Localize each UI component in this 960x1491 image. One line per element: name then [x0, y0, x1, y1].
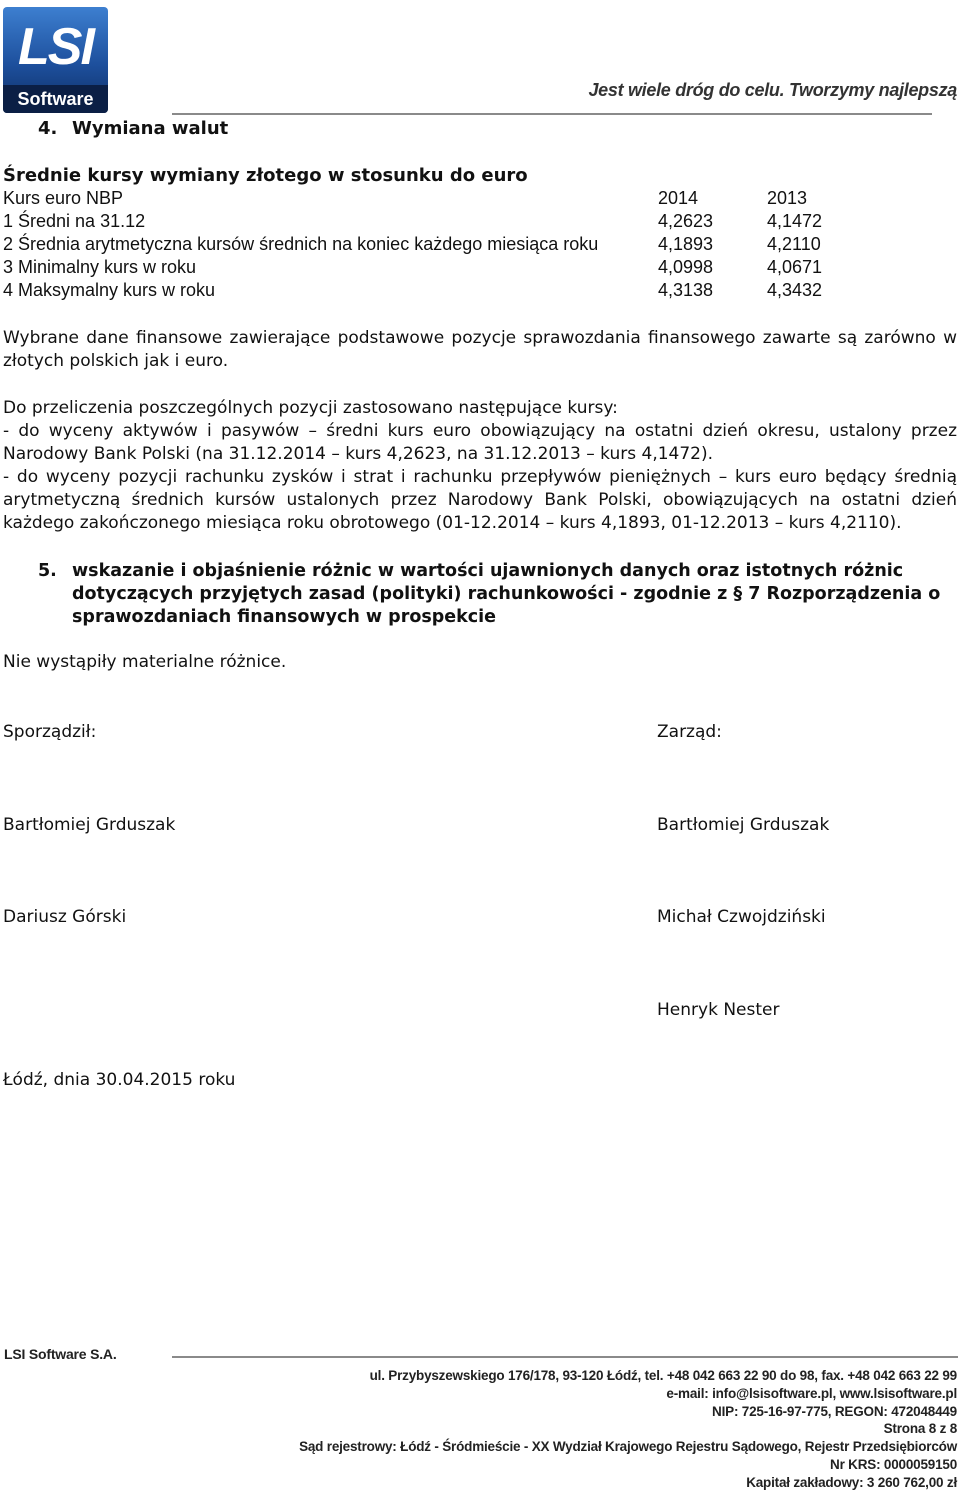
section-5-title: wskazanie i objaśnienie różnic w wartości ujawnionych danych oraz istotnych różnic dotyczących przyjętych zasad (polityki) rachunkowości - zgodnie z § 7 Rozporządzenia o sprawozdaniach finansowych w prospekcie: [72, 561, 941, 627]
financial-data-paragraph: [3, 327, 957, 373]
footer-krs: Nr KRS: 0000059150: [830, 1457, 957, 1472]
footer-divider: [172, 1356, 958, 1358]
paragraph-line: Wybrane dane finansowe zawierające podstawowe pozycje sprawozdania finansowego zawarte są zarówno w: [3, 328, 957, 348]
footer-contact: e-mail: info@lsisoftware.pl, www.lsisoftware.pl: [666, 1386, 957, 1401]
table-cell: 4,3138: [658, 280, 714, 300]
exchange-rates-subtitle: Średnie kursy wymiany złotego w stosunku do euro: [3, 165, 528, 186]
header-divider: [172, 113, 932, 115]
prepared-by-label: Sporządził:: [3, 722, 97, 742]
table-header-row: [3, 188, 953, 211]
section-4-number: 4.: [38, 118, 58, 139]
table-cell: 4,0998: [658, 257, 714, 277]
table-header-cell: 2014: [658, 188, 699, 208]
table-row: [3, 257, 953, 280]
paragraph-line: arytmetyczną średnich kursów ustalonych przez Narodowy Bank Polski, obowiązujących na ostatni dzień: [3, 490, 957, 510]
table-cell: 4,3432: [767, 280, 823, 300]
table-row: [3, 211, 953, 234]
paragraph-line: - do wyceny aktywów i pasywów – średni kurs euro obowiązujący na ostatni dzień okresu, ustalony przez: [3, 421, 957, 441]
logo-text-main: LSI: [18, 18, 93, 76]
table-cell: 4,0671: [767, 257, 823, 277]
table-row: [3, 280, 953, 303]
header-slogan: Jest wiele dróg do celu. Tworzymy najlepszą: [588, 80, 957, 100]
footer-court: Sąd rejestrowy: Łódź - Śródmieście - XX Wydział Krajowego Rejestru Sądowego, Rejestr Przedsiębiorców: [299, 1439, 957, 1454]
signatory-name: Bartłomiej Grduszak: [3, 815, 176, 835]
place-and-date: Łódź, dnia 30.04.2015 roku: [3, 1070, 236, 1090]
table-header-cell: Kurs euro NBP: [3, 188, 124, 208]
paragraph-line: każdego zakończonego miesiąca roku obrotowego (01-12.2014 – kurs 4,1893, 01-12.2013 – kurs 4,2110).: [3, 513, 902, 533]
logo-text-sub: Software: [3, 85, 108, 113]
footer-address: ul. Przybyszewskiego 176/178, 93-120 Łódź, tel. +48 042 663 22 90 do 98, fax. +48 042 663 22 99: [369, 1368, 957, 1383]
footer-company-name: LSI Software S.A.: [4, 1346, 117, 1362]
paragraph-line: złotych polskich jak i euro.: [3, 351, 229, 371]
section-5-text: Nie wystąpiły materialne różnice.: [3, 652, 287, 672]
section-4-title: Wymiana walut: [72, 118, 229, 139]
footer-ids: NIP: 725-16-97-775, REGON: 472048449: [712, 1404, 957, 1419]
table-cell: 3 Minimalny kurs w roku: [3, 257, 197, 277]
table-header-cell: 2013: [767, 188, 808, 208]
section-4-heading: [38, 118, 228, 139]
footer-capital: Kapitał zakładowy: 3 260 762,00 zł: [746, 1475, 957, 1490]
table-cell: 4 Maksymalny kurs w roku: [3, 280, 216, 300]
table-cell: 4,2110: [767, 234, 821, 254]
paragraph-line: Do przeliczenia poszczególnych pozycji zastosowano następujące kursy:: [3, 398, 618, 418]
board-member-name: Michał Czwojdziński: [657, 907, 826, 927]
board-member-name: Bartłomiej Grduszak: [657, 815, 830, 835]
board-member-name: Henryk Nester: [657, 1000, 780, 1020]
table-cell: 2 Średnia arytmetyczna kursów średnich na koniec każdego miesiąca roku: [3, 234, 599, 254]
section-5-number: 5.: [38, 561, 57, 581]
table-cell: 4,1893: [658, 234, 714, 254]
conversion-rates-paragraph: [3, 397, 957, 535]
table-cell: 1 Średni na 31.12: [3, 211, 146, 231]
paragraph-line: - do wyceny pozycji rachunku zysków i strat i rachunku przepływów pieniężnych – kurs euro będący średnią: [3, 467, 957, 487]
management-board-label: Zarząd:: [657, 722, 722, 742]
signatory-name: Dariusz Górski: [3, 907, 127, 927]
footer-page-number: Strona 8 z 8: [883, 1421, 957, 1436]
table-row: [3, 234, 953, 257]
company-logo: [3, 7, 108, 113]
table-cell: 4,1472: [767, 211, 823, 231]
table-cell: 4,2623: [658, 211, 714, 231]
paragraph-line: Narodowy Bank Polski (na 31.12.2014 – kurs 4,2623, na 31.12.2013 – kurs 4,1472).: [3, 444, 714, 464]
